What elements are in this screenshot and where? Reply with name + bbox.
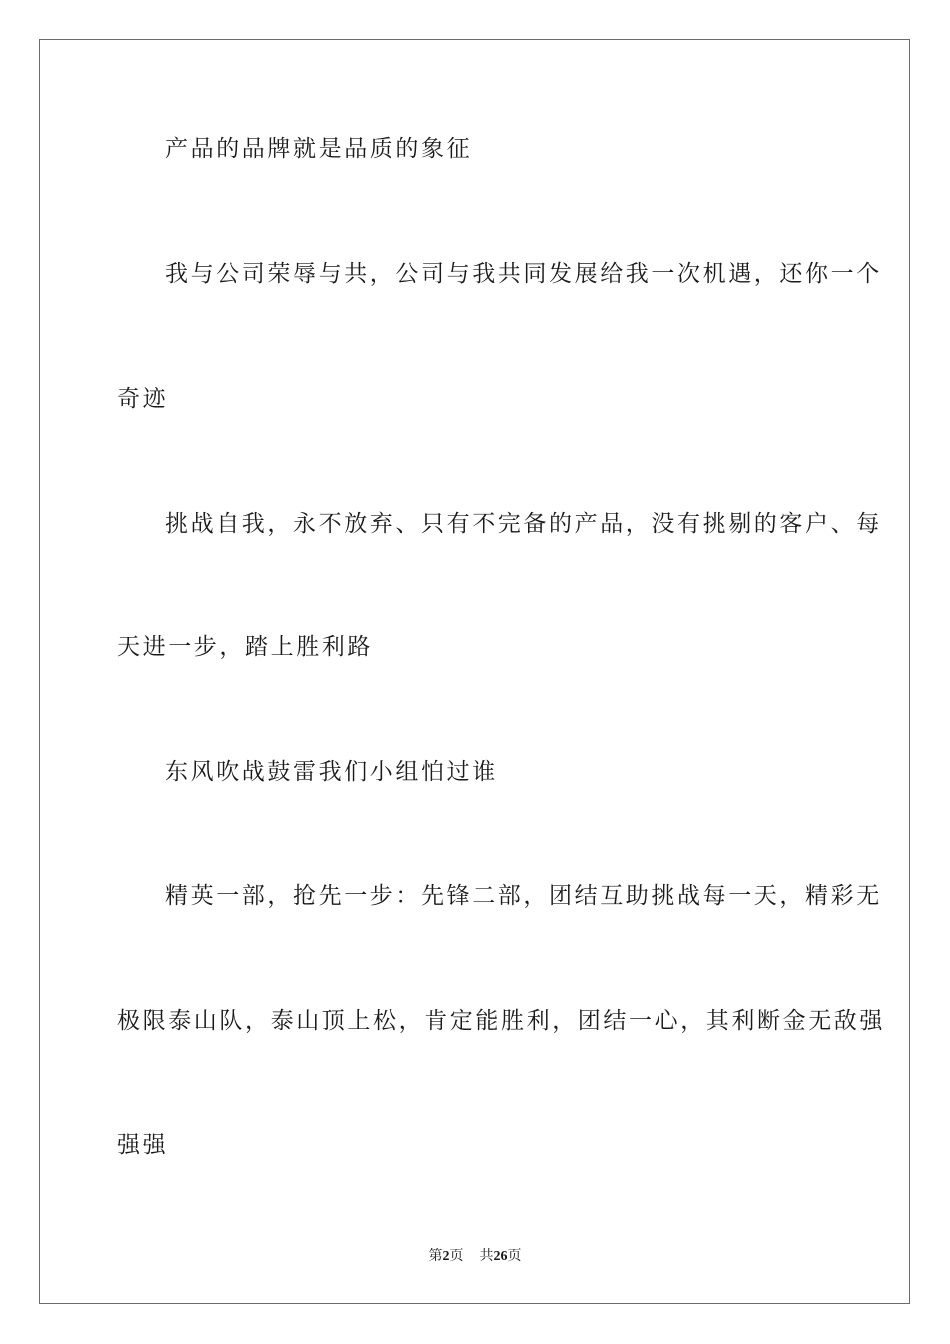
total-suffix: 页 (507, 1249, 522, 1264)
page-number: 2 (442, 1249, 450, 1264)
paragraph-2-line-2: 奇迹 (117, 386, 169, 412)
paragraph-5-line-2: 极限泰山队，泰山顶上松，肯定能胜利，团结一心，其利断金无敌强 (117, 1008, 885, 1034)
paragraph-2-line-1: 我与公司荣辱与共，公司与我共同发展给我一次机遇，还你一个 (165, 261, 882, 287)
page-border (39, 39, 910, 1304)
paragraph-4-line-1: 东风吹战鼓雷我们小组怕过谁 (165, 759, 498, 785)
paragraph-5-line-1: 精英一部，抢先一步：先锋二部，团结互助挑战每一天，精彩无 (165, 883, 882, 909)
page-prefix: 第 (428, 1249, 443, 1264)
total-prefix: 共 (479, 1249, 494, 1264)
paragraph-1-line-1: 产品的品牌就是品质的象征 (165, 136, 473, 162)
paragraph-3-line-2: 天进一步，踏上胜利路 (117, 634, 373, 660)
paragraph-5-line-3: 强强 (117, 1132, 169, 1158)
total-pages: 26 (493, 1249, 508, 1264)
paragraph-3-line-1: 挑战自我，永不放弃、只有不完备的产品，没有挑剔的客户、每 (165, 511, 882, 537)
page-suffix: 页 (449, 1249, 464, 1264)
page-footer (0, 1250, 950, 1264)
